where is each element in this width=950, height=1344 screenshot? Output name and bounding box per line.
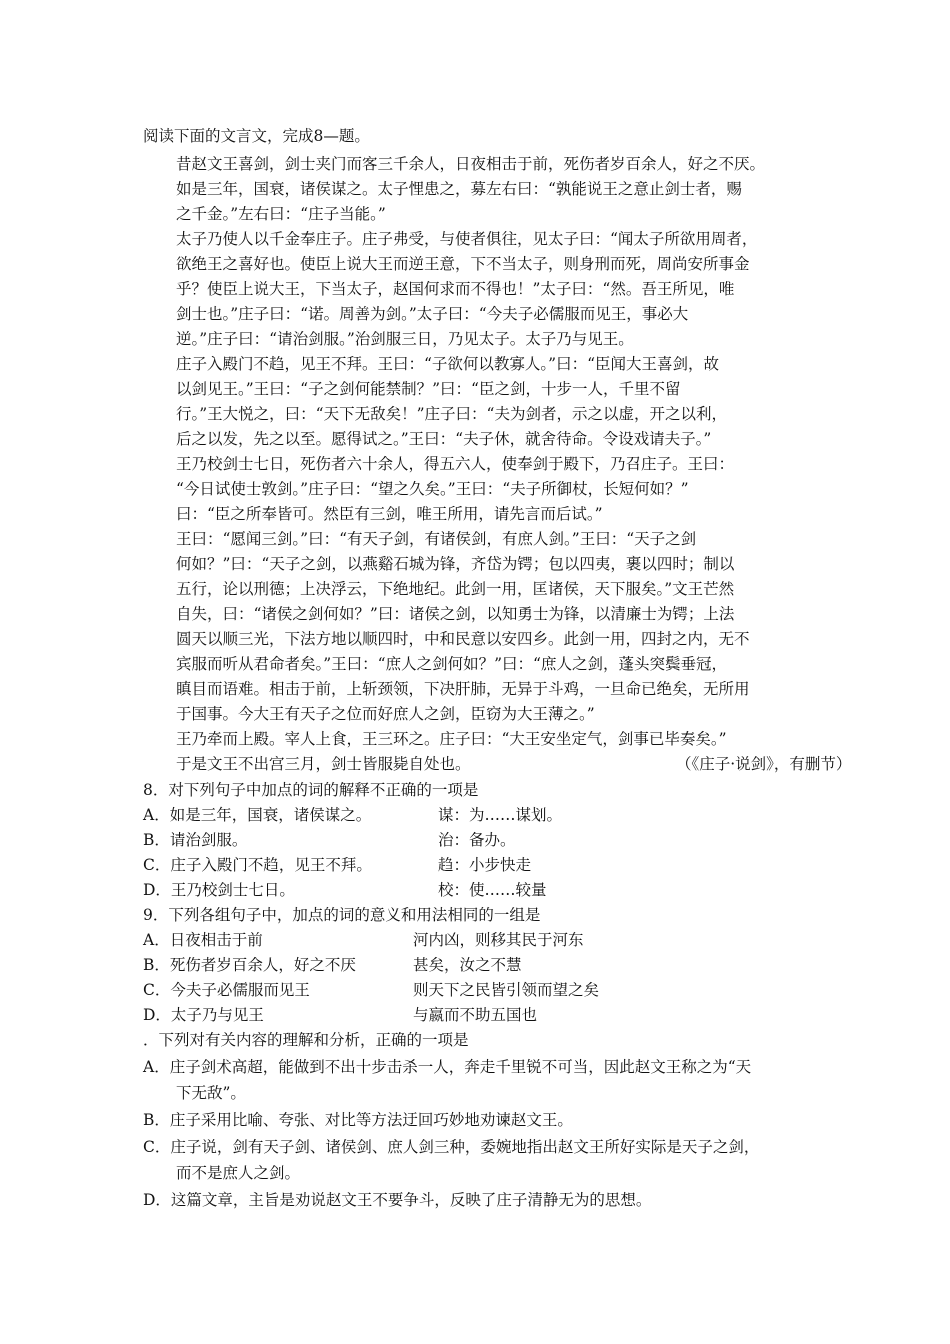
question-stem: 9．下列各组句子中，加点的词的意义和用法相同的一组是 (143, 906, 541, 924)
option-explanation: 治：备办。 (438, 831, 516, 849)
question-option (143, 830, 516, 850)
passage-line: 宾服而听从君命者矣。”王曰：“庶人之剑何如？”曰：“庶人之剑，蓬头突鬓垂冠， (176, 655, 727, 673)
option-explanation: 谋：为……谋划。 (438, 806, 563, 824)
question-stem: 8．对下列句子中加点的词的解释不正确的一项是 (143, 781, 479, 799)
passage-line: 剑士也。”庄子曰：“诺。周善为剑。”太子曰：“今夫子必儒服而见王，事必大 (176, 305, 689, 323)
option-sentence: B．请治剑服。 (143, 831, 248, 849)
question-option: A．庄子剑术高超，能做到不出十步击杀一人，奔走千里锐不可当，因此赵文王称之为“天 (143, 1058, 752, 1076)
passage-line: 庄子入殿门不趋，见王不拜。王曰：“子欲何以教寡人。”曰：“臣闻大王喜剑，故 (176, 355, 720, 373)
option-sentence: C．庄子入殿门不趋，见王不拜。 (143, 856, 372, 874)
passage-line: 圆天以顺三光，下法方地以顺四时，中和民意以安四乡。此剑一用，四封之内，无不 (176, 630, 750, 648)
question-stem: ．下列对有关内容的理解和分析，正确的一项是 (143, 1031, 469, 1049)
option-sentence: B．死伤者岁百余人，好之不厌 (143, 956, 356, 974)
passage-line: 何如？”曰：“天子之剑，以燕谿石城为锋，齐岱为锷；包以四夷，裹以四时；制以 (176, 555, 735, 573)
option-compare-sentence: 与嬴而不助五国也 (413, 1006, 538, 1024)
option-sentence: D．王乃校剑士七日。 (143, 881, 295, 899)
question-option (143, 880, 547, 900)
passage-line: 后之以发，先之以至。愿得试之。”王曰：“夫子休，就舍待命。令设戏请夫子。” (176, 430, 712, 448)
passage-line-last (176, 754, 852, 774)
passage-line: 王乃牵而上殿。宰人上食，王三环之。庄子曰：“大王安坐定气，剑事已毕奏矣。” (176, 730, 727, 748)
option-sentence: D．太子乃与见王 (143, 1006, 264, 1024)
passage-line: 王乃校剑士七日，死伤者六十余人，得五六人，使奉剑于殿下，乃召庄子。王曰： (176, 455, 735, 473)
passage-line: 王曰：“愿闻三剑。”曰：“有天子剑，有诸侯剑，有庶人剑。”王曰：“天子之剑 (176, 530, 697, 548)
passage-line: 瞋目而语难。相击于前，上斩颈领，下决肝肺，无异于斗鸡，一旦命已绝矣，无所用 (176, 680, 750, 698)
passage-line: 于国事。今大王有天子之位而好庶人之剑，臣窃为大王薄之。” (176, 705, 595, 723)
passage-line: 如是三年，国衰，诸侯谋之。太子悝患之，募左右曰：“孰能说王之意止剑士者，赐 (176, 180, 742, 198)
question-option: D．这篇文章，主旨是劝说赵文王不要争斗，反映了庄子清静无为的思想。 (143, 1191, 652, 1209)
option-sentence: A．如是三年，国衰，诸侯谋之。 (143, 806, 372, 824)
passage-line: 五行，论以刑德；上决浮云，下绝地纪。此剑一用，匡诸侯，天下服矣。”文王芒然 (176, 580, 735, 598)
option-compare-sentence: 甚矣，汝之不慧 (413, 956, 522, 974)
passage-line: 于是文王不出宫三月，剑士皆服毙自处也。 (176, 755, 471, 773)
passage-line: 欲绝王之喜好也。使臣上说大王而逆王意，下不当太子，则身刑而死，周尚安所事金 (176, 255, 750, 273)
option-compare-sentence: 河内凶，则移其民于河东 (413, 931, 584, 949)
reading-instruction: 阅读下面的文言文，完成8—题。 (143, 127, 370, 145)
question-option: C．庄子说，剑有天子剑、诸侯剑、庶人剑三种，委婉地指出赵文王所好实际是天子之剑， (143, 1138, 760, 1156)
option-sentence: C．今夫子必儒服而见王 (143, 981, 310, 999)
option-explanation: 趋：小步快走 (438, 856, 532, 874)
passage-line: 之千金。”左右曰：“庄子当能。” (176, 205, 386, 223)
passage-line: 太子乃使人以千金奉庄子。庄子弗受，与使者俱往，见太子曰：“闻太子所欲用周者， (176, 230, 758, 248)
question-option-continued: 而不是庶人之剑。 (176, 1164, 301, 1182)
passage-line: 昔赵文王喜剑，剑士夹门而客三千余人，日夜相击于前，死伤者岁百余人，好之不厌。 (176, 155, 766, 173)
passage-line: 乎？使臣上说大王，下当太子，赵国何求而不得也！”太子曰：“然。吾王所见，唯 (176, 280, 735, 298)
option-sentence: A．日夜相击于前 (143, 931, 263, 949)
question-option: B．庄子采用比喻、夸张、对比等方法迂回巧妙地劝谏赵文王。 (143, 1111, 573, 1129)
question-option (143, 1005, 538, 1025)
question-option (143, 805, 563, 825)
question-option (143, 980, 600, 1000)
question-option (143, 855, 532, 875)
question-option (143, 955, 522, 975)
question-option-continued: 下无敌”。 (176, 1084, 246, 1102)
option-compare-sentence: 则天下之民皆引领而望之矣 (413, 981, 600, 999)
passage-line: 自失，曰：“诸侯之剑何如？”曰：诸侯之剑，以知勇士为锋，以清廉士为锷；上法 (176, 605, 735, 623)
option-explanation: 校：使……较量 (438, 881, 547, 899)
source-citation: （《庄子·说剑》，有删节） (676, 755, 852, 773)
passage-line: 以剑见王。”王曰：“子之剑何能禁制？”曰：“臣之剑，十步一人，千里不留 (176, 380, 681, 398)
passage-line: “今日试使士敦剑。”庄子曰：“望之久矣。”王曰：“夫子所御杖，长短何如？” (176, 480, 689, 498)
passage-line: 行。”王大悦之，曰：“天下无敌矣！”庄子曰：“夫为剑者，示之以虚，开之以利， (176, 405, 727, 423)
passage-line: 逆。”庄子曰：“请治剑服。”治剑服三日，乃见太子。太子乃与见王。 (176, 330, 634, 348)
passage-line: 曰：“臣之所奉皆可。然臣有三剑，唯王所用，请先言而后试。” (176, 505, 603, 523)
question-option (143, 930, 584, 950)
